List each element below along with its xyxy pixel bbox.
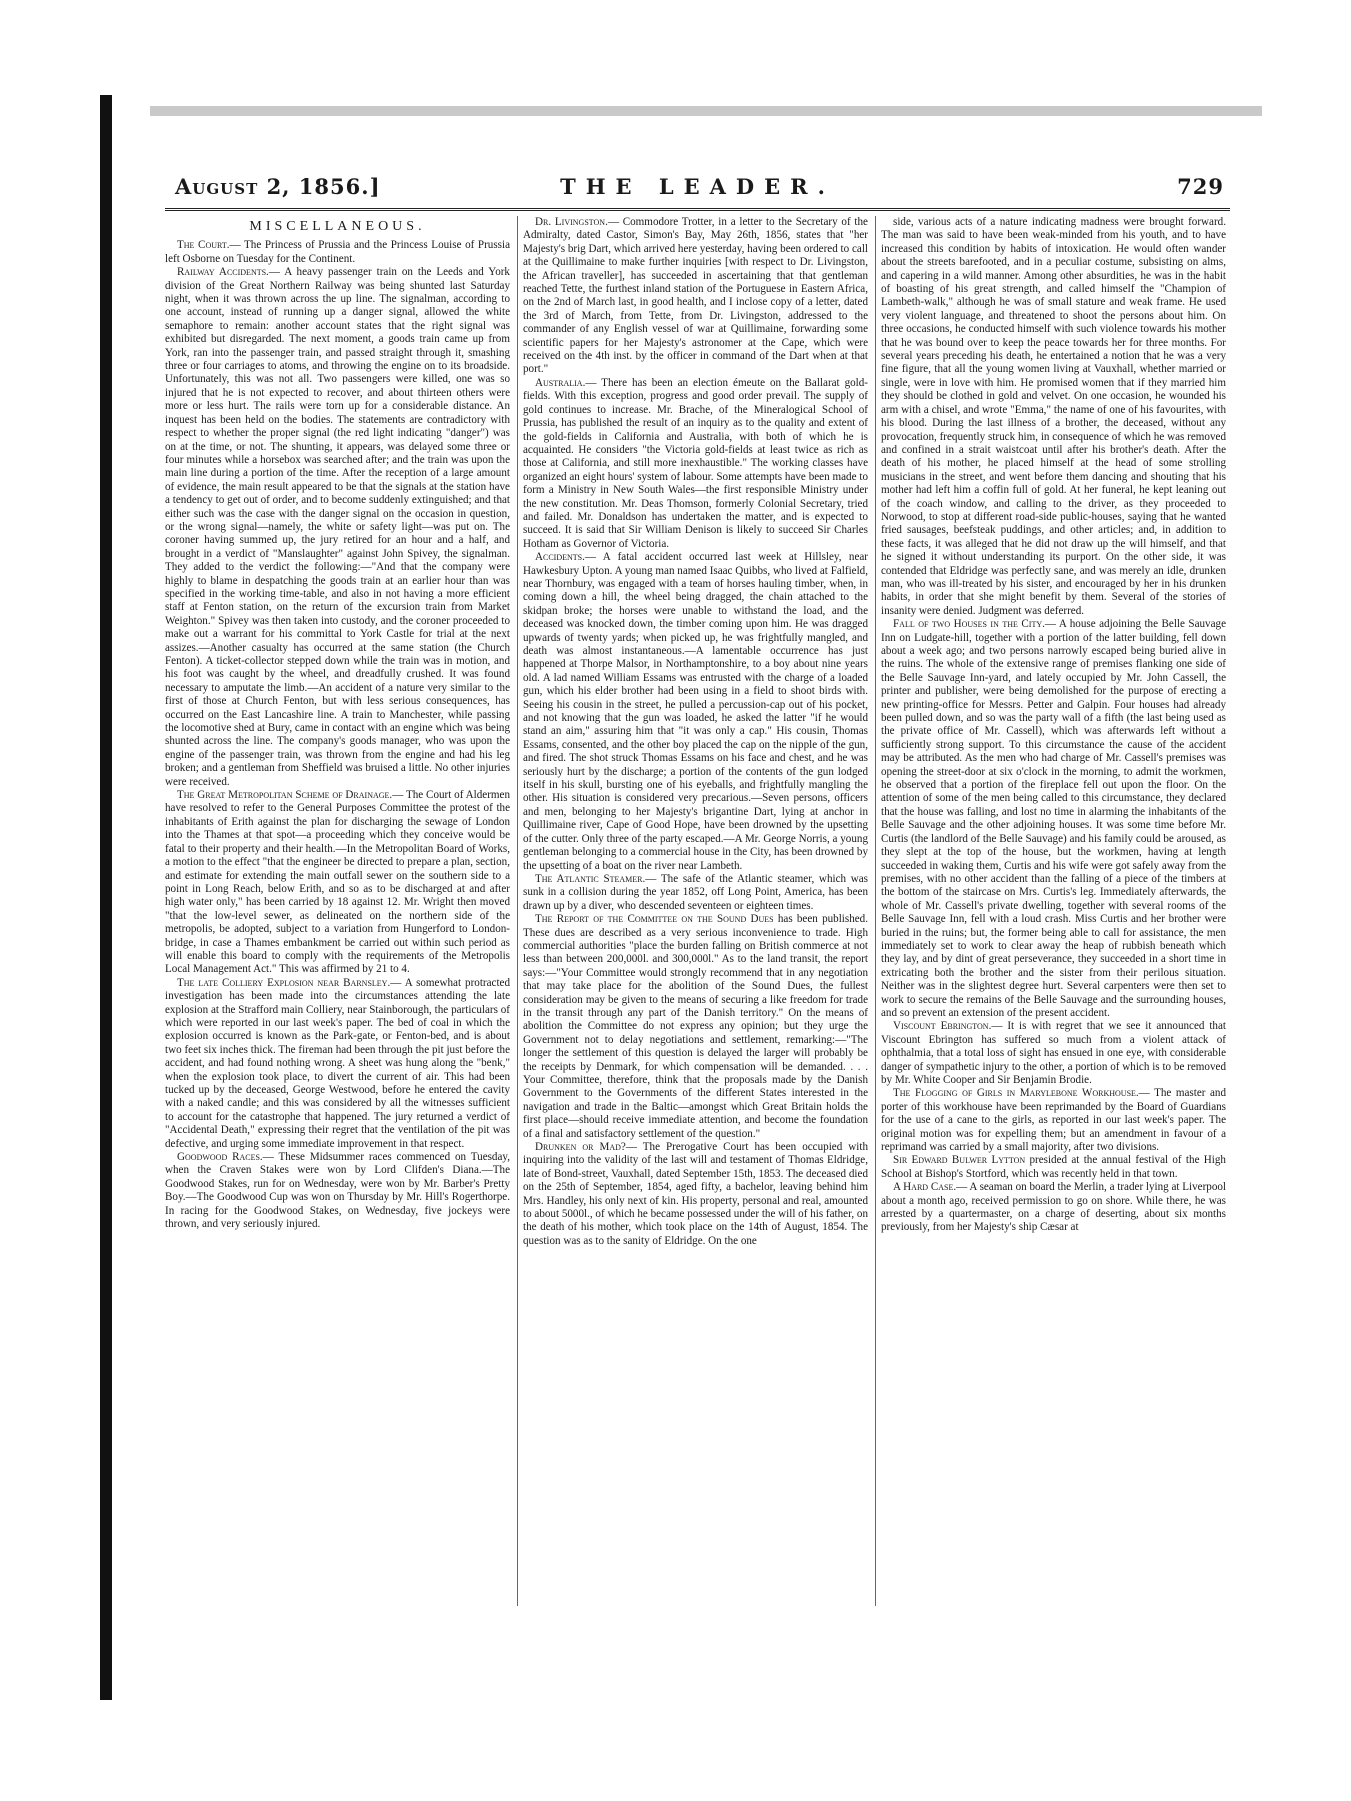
column-3 — [881, 216, 1226, 1620]
article-heading: Viscount Ebrington.— — [893, 1020, 1003, 1033]
article-text: The Court of Aldermen have resolved to refer to the General Purposes Committee the protest of the inhabitants of Erith against the plan for discharging the sewage of London into the Thames at that spot—a proceeding which they conceive would be fatal to their property and their health.—In the Metropolitan Board of Works, a motion to the effect "that the engineer be directed to prepare a plan, section, and estimate for extending the main outfall sewer on the southern side to a point in Long Reach, below Erith, and so as to be discharged at and after high water only," has been carried by 18 against 12. Mr. Wright then moved "that the low-level sewer, as delineated on the northern side of the metropolis, be adopted, subject to a variation from Hungerford to London-bridge, in case a Thames embankment be carried out within such period as will enable this board to comply with the requirements of the Metropolis Local Management Act." This was affirmed by 21 to 4. — [165, 789, 510, 976]
section-title: MISCELLANEOUS. — [249, 219, 426, 234]
article-paragraph — [881, 1020, 1226, 1087]
article-text: The safe of the Atlantic steamer, which was sunk in a collision during the year 1852, off Long Point, America, has been drawn up by a diver, who descended seventeen or eighteen times. — [523, 872, 868, 912]
article-paragraph — [881, 1154, 1226, 1181]
article-text: These Midsummer races commenced on Tuesday, when the Craven Stakes were won by Lord Clifden's Diana.—The Goodwood Stakes, run for on Wednesday, were won by Mr. Barber's Pretty Boy.—The Goodwood Cup was won on Thursday by Mr. Hill's Rogerthorpe. In racing for the Goodwood Stakes, on Wednesday, five jockeys were thrown, and very seriously injured. — [165, 1151, 510, 1231]
article-text: It is with regret that we see it announced that Viscount Ebrington has suffered so much from a violent attack of ophthalmia, that a total loss of sight has ensued in one eye, with considerable danger of sympathetic injury to the other, a portion of which is to be removed by Mr. White Cooper and Sir Benjamin Brodie. — [881, 1020, 1226, 1086]
article-heading: The Great Metropolitan Scheme of Drainage.— — [177, 789, 404, 802]
article-text: A somewhat protracted investigation has been made into the circumstances attending the late explosion at the Strafford main Colliery, near Stainborough, the particulars of which were reported in our last week's paper. The bed of coal in which the explosion occurred is known as the Park-gate, or Fenton-bed, and is about two feet six inches thick. The fireman had been through the pit just before the accident, and had found nothing wrong. A sheet was hung along the "benk," when the explosion took place, to divert the current of air. This had been tucked up by the deceased, George Westwood, before he entered the cavity with a naked candle; and this was considered by all the witnesses sufficient to account for the catastrophe that happened. The jury returned a verdict of "Accidental Death," expressing their regret that the ventilation of the pit was defective, and urging some immediate improvement in that respect. — [165, 976, 510, 1150]
article-paragraph — [165, 977, 510, 1151]
page-header — [165, 170, 1230, 211]
article-paragraph — [523, 216, 868, 377]
article-paragraph — [881, 618, 1226, 1020]
columns — [165, 216, 1230, 1620]
column-1 — [165, 216, 510, 1620]
article-heading: Railway Accidents.— — [177, 266, 280, 279]
article-paragraph — [165, 789, 510, 977]
article-text: side, various acts of a nature indicating madness were brought forward. The man was said to have been weak-minded from his youth, and to have increased this condition by habits of intoxication. He would often wander about the streets barefooted, and in a peculiar costume, subsisting on alms, and capering in a wild manner. Among other absurdities, he was in the habit of boasting of his great strength, and called himself the "Champion of Lambeth-walk," although he was of small stature and weak frame. He used very violent language, and threatened to shoot the persons about him. On three occasions, he conducted himself with such violence towards his mother that he was bound over to keep the peace towards her for three months. For several years preceding his death, he entertained a notion that he was a very fine figure, that all the young women living at Vauxhall, whether married or single, were in love with him. He promised women that if they married him they should be clothed in gold and velvet. On one occasion, he wounded his arm with a chisel, and wrote "Emma," the name of one of his favourites, with his blood. During the last illness of a brother, the deceased, without any provocation, frequently struck him, in consequence of which he was removed and confined in a strait waistcoat until after his brother's death. After the death of his mother, he placed himself at the head of some strolling musicians in the street, and went before them dancing and shouting that his mother had left him a coffin full of gold. At her funeral, he kept leaning out of the coach window, and calling to the driver, as they proceeded to Norwood, to stop at different road-side public-houses, saying that he wanted fried sausages, beefsteak puddings, and other articles; and, in addition to these facts, it was alleged that he did not draw up the will himself, and that he signed it without understanding its purport. On the other side, it was contended that Eldridge was perfectly sane, and was merely an idle, drunken man, who was ill-treated by his sister, and encouraged by her in his drunken habits, in order that she might benefit by them. Several of the stories of insanity were denied. Judgment was deferred. — [881, 216, 1226, 617]
article-paragraph — [523, 873, 868, 913]
article-paragraph — [523, 377, 868, 551]
article-text: has been published. These dues are described as a very serious inconvenience to trade. High commercial authorities "place the burden falling on British commerce at not less than between 200,000l. and 300,000l." As to the land transit, the report says:—"Your Committee would strongly recommend that in any negotiation that may take place for the abolition of the Sound Dues, the fullest consideration may be given to the means of securing a like freedom for trade in the transit through any part of the Danish territory." On the means of abolition the Committee do not express any opinion; but they urge the Government not to delay negotiations and settlement, remarking:—"The longer the settlement of this question is delayed the larger will probably be the receipts by Denmark, for which compensation will be demanded. . . . Your Committee, therefore, think that the proposals made by the Danish Government to the Governments of the different States interested in the navigation and trade in the Baltic—amongst which Great Britain holds the first place—should receive immediate attention, and become the foundation of a final and satisfactory settlement of the question." — [523, 913, 868, 1140]
article-heading: The Atlantic Steamer.— — [535, 872, 657, 885]
article-heading: Drunken or Mad?— — [535, 1141, 637, 1154]
top-scan-border — [150, 106, 1262, 116]
article-heading: The Report of the Committee on the Sound Dues — [535, 913, 774, 926]
article-text: The Princess of Prussia and the Princess Louise of Prussia left Osborne on Tuesday for the Continent. — [165, 239, 510, 265]
article-paragraph — [165, 239, 510, 266]
article-heading: The Flogging of Girls in Marylebone Workhouse.— — [893, 1087, 1150, 1100]
page-number: 729 — [1177, 174, 1224, 199]
article-text: A heavy passenger train on the Leeds and York division of the Great Northern Railway was being shunted last Saturday night, when it was thrown across the up line. The signalman, according to one account, instead of running up a danger signal, allowed the white semaphore to remain: another account states that the right signal was exhibited but disregarded. The next moment, a goods train came up from York, ran into the passenger train, and passed straight through it, smashing three or four carriages to atoms, and throwing the engine on to its broadside. Unfortunately, this was not all. Two passengers were killed, one was so injured that he is not expected to recover, and about thirteen others were more or less hurt. The rails were torn up for a considerable distance. An inquest has been held on the bodies. The statements are contradictory with respect to whether the proper signal (the red light indicating "danger") was on at the time, or not. The shunting, it appears, was delayed some three or four minutes while a horsebox was searched after; and the train was upon the main line during a portion of the time. After the reception of a large amount of evidence, the main result appeared to be that the signals at the station have a tendency to get out of order, and to become suddenly extinguished; and that either such was the case with the danger signal on the occasion in question, or the wrong signal—namely, the white or safety light—was put on. The coroner having summed up, the jury retired for an hour and a half, and brought in a verdict of "Manslaughter" against John Spivey, the signalman. They added to the verdict the following:—"And that the company were highly to blame in despatching the goods train at an earlier hour than was specified in the working time-table, and also in not having a more efficient staff at Fenton station, on the return of the excursion train from Market Weighton." Spivey was then taken into custody, and the coroner proceeded to make out a warrant for his committal to York Castle for trial at the next assizes.—Another casualty has occurred at the same station (the Church Fenton). A ticket-collector stepped down while the train was in motion, and his foot was caught by the wheel, and dreadfully crushed. It was found necessary to amputate the limb.—An accident of a nature very similar to the first of those at Church Fenton, but with less serious consequences, has occurred on the East Lancashire line. A train to Manchester, while passing the locomotive shed at Bury, came in contact with an engine which was being shunted across the line. The company's goods manager, who was upon the engine of the passenger train, was thrown from the engine and had his leg broken; and a gentleman from Sheffield was bruised a little. No other injuries were received. — [165, 266, 510, 788]
article-heading: Dr. Livingston.— — [535, 216, 619, 228]
article-paragraph — [881, 1181, 1226, 1235]
article-heading: The Court.— — [177, 239, 241, 252]
article-text: There has been an election émeute on the Ballarat gold-fields. With this exception, progress and good order prevail. The supply of gold continues to increase. Mr. Brache, of the Mineralogical School of Prussia, has published the result of an inquiry as to the quality and extent of the gold-fields in California and Australia, with both of which he is acquainted. He considers "the Victoria gold-fields at least twice as rich as those at California, and still more inexhaustible." The working classes have organized an eight hours' system of labour. Some attempts have been made to form a Ministry in New South Wales—the first responsible Ministry under the new constitution. Mr. Deas Thomson, formerly Colonial Secretary, tried and failed. Mr. Donaldson has undertaken the matter, and is expected to succeed. It is said that Sir William Denison is likely to succeed Sir Charles Hotham as Governor of Victoria. — [523, 376, 868, 550]
article-paragraph — [523, 913, 868, 1141]
article-text: The master and porter of this workhouse have been reprimanded by the Board of Guardians for the use of a cane to the girls, as reported in our last week's paper. The original motion was for expelling them; but an amendment in favour of a reprimand was carried by a small majority, after two divisions. — [881, 1087, 1226, 1154]
article-text: A seaman on board the Merlin, a trader lying at Liverpool about a month ago, received permission to go on shore. While there, he was arrested by a quartermaster, on a charge of deserting, about six months previously, from her Majesty's ship Cæsar at — [881, 1181, 1226, 1234]
article-heading: Australia.— — [535, 376, 597, 389]
article-text: A house adjoining the Belle Sauvage Inn on Ludgate-hill, together with a portion of the latter building, fell down about a week ago; and two persons narrowly escaped being buried alive in the ruins. The whole of the extensive range of premises flanking one side of the Belle Sauvage Inn-yard, and lately occupied by Mr. John Cassell, the printer and publisher, were being demolished for the purpose of erecting a new printing-office for Messrs. Petter and Galpin. Four houses had already been pulled down, and so was the party wall of a fifth (the last being used as the private office of Mr. Cassell), which was afterwards left without a sufficiently strong support. To this circumstance the cause of the accident may be attributed. As the men who had charge of Mr. Cassell's premises was opening the street-door at six o'clock in the morning, to admit the workmen, he observed that a portion of the fireplace fell out upon the floor. On the attention of some of the men being called to this circumstance, they declared that the house was falling, and lost no time in alarming the inhabitants of the Belle Sauvage and the other adjoining houses. It was some time before Mr. Curtis (the landlord of the Belle Sauvage) and his family could be aroused, as they slept at the top of the house, but the workmen, having at length succeeded in waking them, Curtis and his wife were got safely away from the premises, with no other accident than the falling of a piece of the timbers at the bottom of the staircase on Mrs. Curtis's leg. Immediately afterwards, the whole of Mr. Cassell's private dwelling, together with several rooms of the Belle Sauvage Inn, fell with a loud crash. Miss Curtis and her brother were buried in the ruins; but, the former being able to call for assistance, the men immediately set to work to clear away the heap of rubbish beneath which they lay, and by dint of great perseverance, they succeeded in a short time in extricating both the brother and the sister from their perilous situation. Neither was in the slightest degree hurt. Several carpenters were then set to work to secure the remains of the Belle Sauvage and the surrounding houses, and so prevent an extension of the present accident. — [881, 618, 1226, 1019]
article-heading: Fall of two Houses in the City.— — [893, 618, 1056, 631]
masthead-title: THE LEADER. — [560, 174, 835, 199]
article-text: A fatal accident occurred last week at Hillsley, near Hawkesbury Upton. A young man named Isaac Quibbs, who lived at Falfield, near Thornbury, was engaged with a team of horses hauling timber, when, in coming down a hill, the wheel being dragged, the chain attached to the skidpan broke; the horses were unable to withstand the load, and the deceased was knocked down, the timber coming upon him. He was dragged upwards of twenty yards; when picked up, he was frightfully mangled, and death was almost instantaneous.—A lamentable occurrence has just happened at Thorpe Malsor, in Northamptonshire, to a boy about nine years old. A lad named William Essams was entrusted with the charge of a loaded gun, which his elder brother had been using in a field to shoot birds with. Seeing his cousin in the street, he pulled a percussion-cap out of his pocket, and not knowing that the gun was loaded, he asked the latter "if he would stand an aim," assuring him that "it was only a cap." His cousin, Thomas Essams, consented, and the other boy placed the cap on the nipple of the gun, and fired. The shot struck Thomas Essams on his face and chest, and he was seriously hurt by the discharge; a portion of the contents of the gun lodged itself in his skull, bursting one of his eyeballs, and frightfully mangling the other. His situation is considered very precarious.—Seven persons, officers and men, belonging to her Majesty's brigantine Dart, lying at anchor in Quillimaine river, Cape of Good Hope, have been drowned by the upsetting of the cutter. Only three of the party escaped.—A Mr. George Norris, a young gentleman belonging to a commercial house in the City, has been drowned by the upsetting of a boat on the river near Lambeth. — [523, 551, 868, 872]
newspaper-page — [165, 170, 1230, 1620]
article-heading: Accidents.— — [535, 551, 596, 564]
article-paragraph — [523, 551, 868, 873]
article-paragraph — [523, 1141, 868, 1248]
article-paragraph — [165, 1151, 510, 1231]
article-text: The Prerogative Court has been occupied with inquiring into the validity of the last will and testament of Thomas Eldridge, late of Bond-street, Vauxhall, dated September 15th, 1853. The deceased died on the 25th of September, 1854, aged fifty, a bachelor, leaving behind him Mrs. Handley, his only next of kin. His property, personal and real, amounted to about 5000l., of which he became possessed under the will of his father, on the death of his mother, which took place on the 14th of August, 1854. The question was as to the sanity of Eldridge. On the one — [523, 1141, 868, 1247]
article-paragraph — [881, 1087, 1226, 1154]
issue-date: August 2, 1856.] — [175, 174, 381, 199]
article-text: Commodore Trotter, in a letter to the Secretary of the Admiralty, dated Castor, Simon's Bay, May 26th, 1856, states that "her Majesty's brig Dart, which arrived here yesterday, having been ordered to call at the Quillimaine to make further inquiries [with respect to Dr. Livingston, the African traveller], has succeeded in ascertaining that that gentleman reached Tette, the furthest inland station of the Portuguese in Eastern Africa, on the 2nd of March last, in good health, and I inclose copy of a letter, dated the 3rd of March, from Tette, from Dr. Livingston, addressed to the commander of any English vessel of war at Quillimaine, forwarding some scientific papers for her Majesty's astronomer at the Cape, which were received on the 4th inst. by the officer in command of the Dart when at that port." — [523, 216, 868, 376]
article-paragraph — [165, 266, 510, 789]
article-heading: Goodwood Races.— — [177, 1151, 274, 1164]
article-paragraph — [881, 216, 1226, 618]
article-heading: Sir Edward Bulwer Lytton — [893, 1154, 1026, 1167]
column-2 — [523, 216, 868, 1620]
scan-edge — [100, 95, 112, 1700]
article-heading: The late Colliery Explosion near Barnsley.— — [177, 976, 402, 989]
article-text: presided at the annual festival of the High School at Bishop's Stortford, which was recently held in that town. — [881, 1154, 1226, 1180]
article-heading: A Hard Case.— — [893, 1181, 968, 1194]
